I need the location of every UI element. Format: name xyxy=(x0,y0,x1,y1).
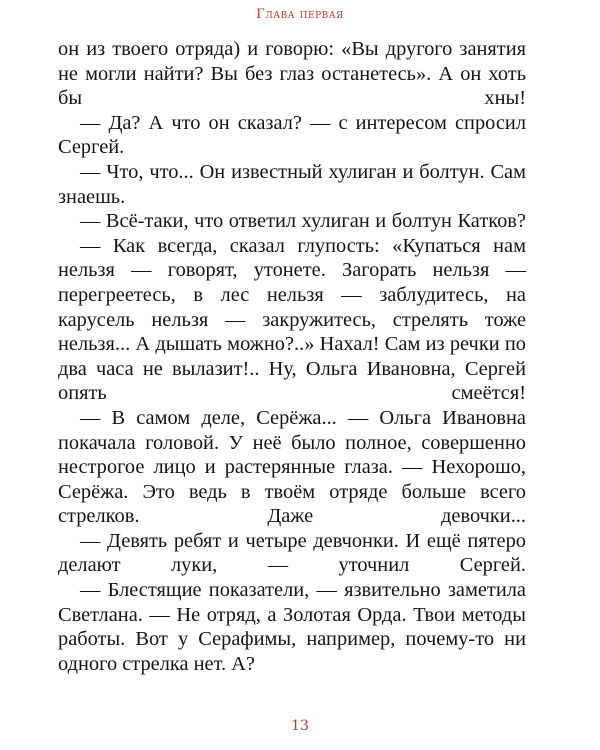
paragraph: он из твоего отряда) и говорю: «Вы другого занятия не могли найти? Вы без глаз останетесь». А он хоть бы хны! xyxy=(58,38,526,110)
paragraph: — Как всегда, сказал глупость: «Купаться нам нельзя — говорят, утонете. Загорать нельзя — перегреетесь, в лес нельзя — заблудитесь, на карусель нельзя — закружитесь, стрелять тоже нельзя... А дышать можно?..» Нахал! Сам из речки по два часа не вылазит!.. Ну, Ольга Ивановна, Сергей опять смеётся! xyxy=(58,234,526,405)
paragraph: — Девять ребят и четыре девчонки. И ещё пятеро делают луки, — уточнил Сергей. xyxy=(58,529,526,577)
paragraph: — В самом деле, Серёжа... — Ольга Ивановна покачала головой. У неё было полное, совершенно нестрогое лицо и растерянные глаза. — Нехорошо, Серёжа. Это ведь в твоём отряде больше всего стрелков. Даже девочки... xyxy=(58,406,526,528)
page-number: 13 xyxy=(291,718,309,734)
paragraph: — Да? А что он сказал? — с интересом спросил Сергей. xyxy=(58,111,526,159)
body-text xyxy=(58,37,526,676)
paragraph: — Блестящие показатели, — язвительно заметила Светлана. — Не отряд, а Золотая Орда. Твои методы работы. Вот у Серафимы, например, почему-то ни одного стрелка нет. А? xyxy=(58,579,526,675)
chapter-running-head: Глава первая xyxy=(256,7,344,22)
paragraph: — Всё-таки, что ответил хулиган и болтун Катков? xyxy=(80,210,526,233)
paragraph: — Что, что... Он известный хулиган и болтун. Сам знаешь. xyxy=(58,160,526,208)
